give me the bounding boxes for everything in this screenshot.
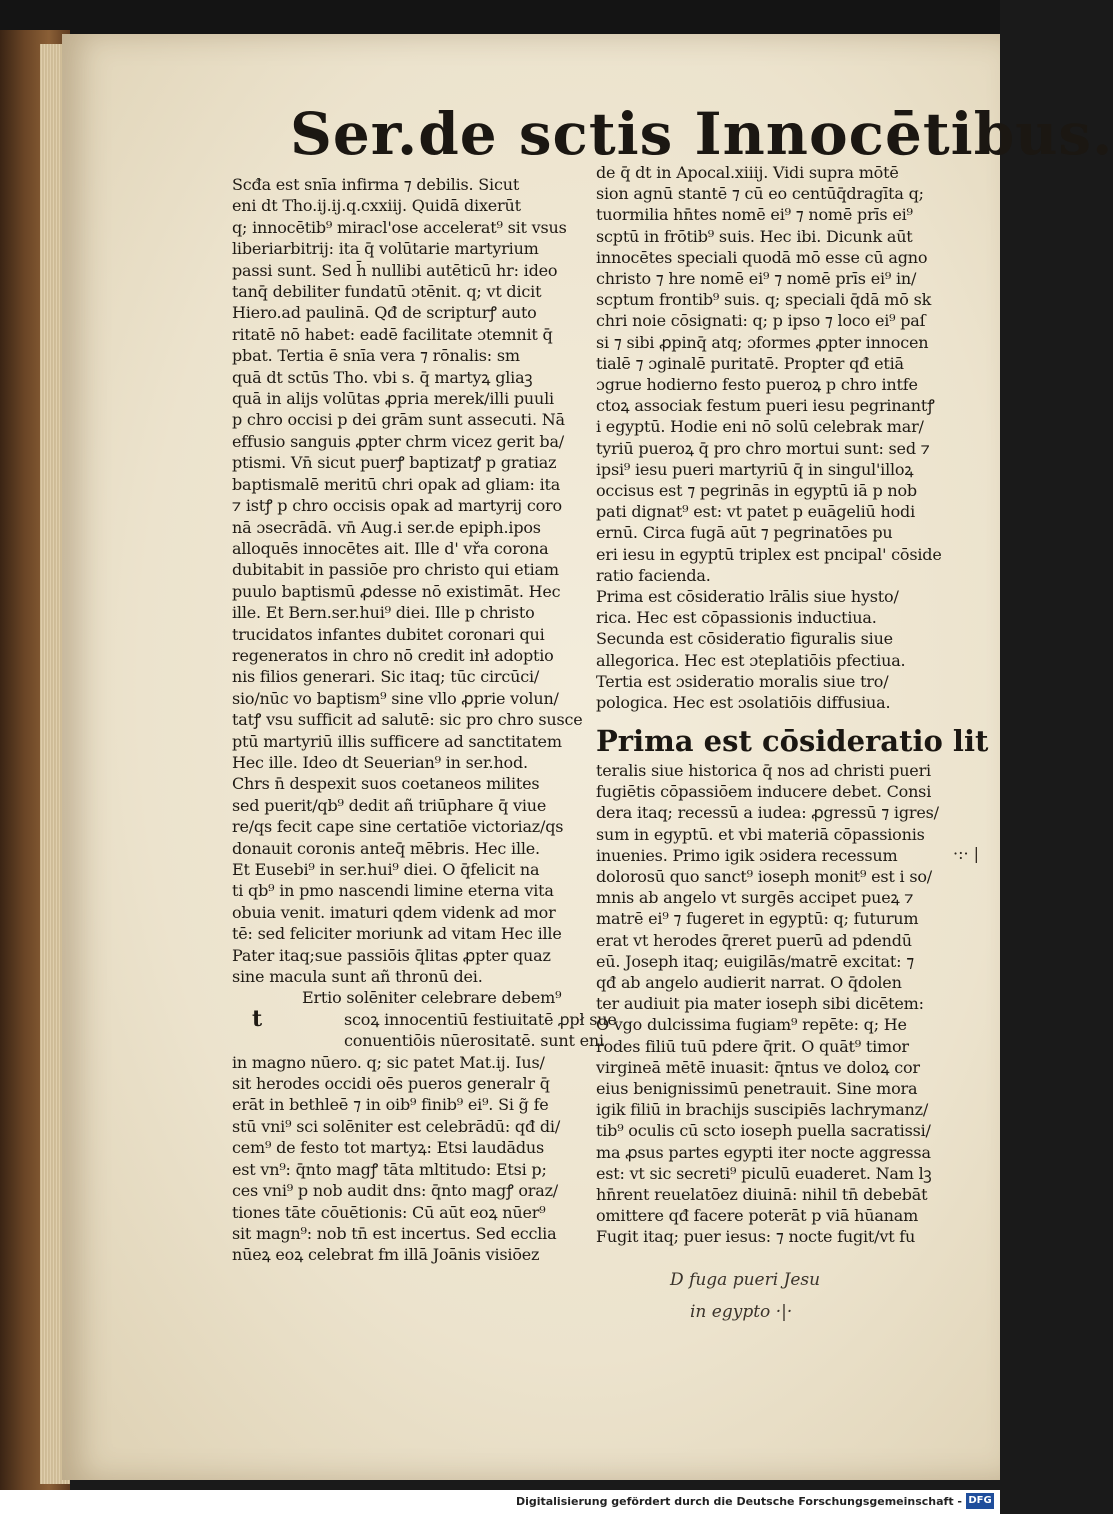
text-line: ernū. Circa fugā aūt ⁊ pegrinatōes pu <box>596 523 893 543</box>
text-line: Tertia est ɔsideratio moralis siue tro/ <box>596 671 889 691</box>
text-line: nūeꝝ eoꝝ celebrat fm illā Joānis visiōez <box>232 1245 540 1265</box>
text-line: ratio facienda. <box>596 565 711 585</box>
text-line: quā in alijs volūtas ꝓpria merek/illi puuli <box>232 389 554 409</box>
text-line: Hec ille. Ideo dt Seuerian⁹ in ser.hod. <box>232 752 528 772</box>
text-line: i egyptū. Hodie eni nō solū celebrak mar/ <box>596 417 924 437</box>
text-line: rica. Hec est cōpassionis inductiua. <box>596 608 877 628</box>
text-line: de q̄ dt in Apocal.xiiij. Vidi supra mōtē <box>596 163 899 182</box>
text-line: quā dt sctūs Tho. vbi s. q̄ martyꝝ gliaꝫ <box>232 367 533 387</box>
right-column-top <box>596 162 958 713</box>
text-line: innocētes speciali quodā mō esse cū agno <box>596 247 928 267</box>
text-line: puulo baptismū ꝓdesse nō existimāt. Hec <box>232 581 561 601</box>
margin-mark: ·:· | <box>953 844 980 863</box>
dfg-logo: DFG <box>966 1493 994 1509</box>
text-line: sit magn⁹: nob tn̄ est incertus. Sed ecclia <box>232 1223 557 1243</box>
text-line: nis filios generari. Sic itaq; tūc circūci/ <box>232 667 540 687</box>
text-line: sum in egyptū. et vbi materiā cōpassionis <box>596 824 925 844</box>
text-line: igik filiū in brachijs suscipiēs lachrymanz/ <box>596 1100 929 1120</box>
text-line: Et Eusebi⁹ in ser.hui⁹ diei. O q̄felicit na <box>232 860 540 879</box>
text-line: q; innocētib⁹ miracl'ose accelerat⁹ sit vsus <box>232 217 567 237</box>
text-line: eri iesu in egyptū triplex est pncipal' cōside <box>596 544 942 564</box>
text-line: passi sunt. Sed h̄ nullibi autēticū hr: ideo <box>232 260 558 280</box>
section-heading: Prima est cōsideratio lit <box>596 724 989 758</box>
text-line: nā ɔsecrādā. vn̄ Aug.i ser.de epiph.ipos <box>232 517 541 537</box>
text-line: matrē ei⁹ ⁊ fugeret in egyptū: q; futurum <box>596 909 919 929</box>
text-line: teralis siue historica q̄ nos ad christi pueri <box>596 761 931 780</box>
text-line: scptū in frōtib⁹ suis. Hec ibi. Dicunk aūt <box>596 226 913 246</box>
text-line: allegorica. Hec est ɔteplatiōis pfectiua. <box>596 650 906 670</box>
text-line: effusio sanguis ꝓpter chrm vicez gerit ba/ <box>232 431 564 451</box>
text-line: eni dt Tho.ij.ij.q.cxxiij. Quidā dixerūt <box>232 196 521 216</box>
text-line: ille. Et Bern.ser.hui⁹ diei. Ille p christo <box>232 603 535 623</box>
text-line: inuenies. Primo igik ɔsidera recessum <box>596 845 898 865</box>
text-line: pologica. Hec est ɔsolatiōis diffusiua. <box>596 693 891 713</box>
initial-letter: t <box>252 1006 263 1032</box>
text-line: alloquēs innocētes ait. Ille d' vřa corona <box>232 538 549 558</box>
footer-bar <box>0 1490 1000 1514</box>
text-line: mnis ab angelo vt surgēs accipet pueꝝ ⁊ <box>596 888 914 908</box>
text-line: ter audiuit pia mater ioseph sibi dicētem: <box>596 994 924 1014</box>
text-line: omittere qđ facere poterāt p viā hūanam <box>596 1206 919 1226</box>
text-line: qđ ab angelo audierit narrat. O q̄dolen <box>596 973 902 993</box>
text-line: occisus est ⁊ pegrinās in egyptū iā p nob <box>596 481 917 501</box>
text-line: scptum frontib⁹ suis. q; speciali q̄dā mō sk <box>596 290 932 310</box>
text-line: donauit coronis anteq̄ mēbris. Hec ille. <box>232 838 540 858</box>
text-line: in magno nūero. q; sic patet Mat.ij. Ius/ <box>232 1052 545 1072</box>
left-column <box>232 174 617 1266</box>
text-line: si ⁊ sibi ꝓpinq̄ atq; ɔformes ꝓpter innocen <box>596 332 929 352</box>
text-line: sion agnū stantē ⁊ cū eo centūq̄dragīta q; <box>596 184 924 204</box>
text-line: est: vt sic secreti⁹ piculū euaderet. Nam lꝫ <box>596 1163 932 1183</box>
text-line: regeneratos in chro nō credit inł adoptio <box>232 645 554 665</box>
text-line: eū. Joseph itaq; euigilās/matrē excitat: ⁊ <box>596 951 914 971</box>
text-line: cem⁹ de festo tot martyꝝ: Etsi laudādus <box>232 1138 545 1158</box>
text-line: tanq̄ debiliter fundatū ɔtēnit. q; vt dicit <box>232 282 542 302</box>
text-line: erāt in bethleē ⁊ in oib⁹ finib⁹ ei⁹. Si g̃ fe <box>232 1095 549 1115</box>
text-line: rodes filiū tuū pdere q̄rit. O quāt⁹ timor <box>596 1036 909 1056</box>
text-line: tatꝭ vsu sufficit ad salutē: sic pro chro susce <box>232 710 583 730</box>
text-line: virgineā mētē inuasit: q̄ntus ve doloꝝ cor <box>596 1057 920 1077</box>
text-line: chri noie cōsignati: q; p ipso ⁊ loco ei⁹ paſ <box>596 311 926 331</box>
text-line: stū vni⁹ sci solēniter est celebrādū: qđ di/ <box>232 1116 561 1136</box>
text-line: tuormilia hn̄tes nomē ei⁹ ⁊ nomē prīs ei⁹ <box>596 205 913 225</box>
page-title: Ser.de sctis Innocētibus. <box>290 100 1113 168</box>
right-column-bottom <box>596 760 958 1248</box>
text-line: ctoꝝ associak festum pueri iesu pegrinantꝭ <box>596 396 935 416</box>
text-line: pbat. Tertia ē snīa vera ⁊ rōnalis: sm <box>232 346 520 366</box>
text-line: Chrs n̄ despexit suos coetaneos milites <box>232 774 540 794</box>
text-line: pati dignat⁹ est: vt patet p euāgeliū hodi <box>596 502 915 522</box>
text-line: re/qs fecit cape sine certatiōe victoriaz/qs <box>232 817 564 837</box>
handwritten-note-line: in egypto ·|· <box>690 1302 793 1322</box>
text-line: tialē ⁊ ɔginalē puritatē. Propter qđ etiā <box>596 353 904 373</box>
text-line: Hiero.ad paulinā. Qđ de scripturꝭ auto <box>232 303 537 323</box>
footer-credit: Digitalisierung gefördert durch die Deutsche Forschungsgemeinschaft - <box>515 1495 962 1508</box>
text-line: p chro occisi p dei grām sunt assecuti. Nā <box>232 410 565 430</box>
text-line: ipsi⁹ iesu pueri martyriū q̄ in singul'illoꝝ <box>596 459 914 479</box>
text-line: Ertio solēniter celebrare debem⁹ <box>302 988 562 1008</box>
text-line: ⁊ istꝭ p chro occisis opak ad martyrij coro <box>232 496 562 516</box>
text-line: Fugit itaq; puer iesus: ⁊ nocte fugit/vt fu <box>596 1227 916 1247</box>
text-line: erat vt herodes q̄reret puerū ad pdendū <box>596 930 912 950</box>
text-line: fugiētis cōpassiōem inducere debet. Consi <box>596 782 932 802</box>
text-line: sine macula sunt añ thronū dei. <box>232 967 483 987</box>
text-line: sit herodes occidi oēs pueros generalr q̄ <box>232 1074 550 1094</box>
text-line: hn̄rent reuelatōez diuinā: nihil tn̄ debebāt <box>596 1185 928 1205</box>
handwritten-note-line: D fuga pueri Jesu <box>670 1270 821 1290</box>
text-line: Pater itaq;sue passiōis q̄litas ꝓpter quaz <box>232 945 551 965</box>
text-line: ptismi. Vn̄ sicut puerꝭ baptizatꝭ p gratiaz <box>232 453 557 473</box>
text-line: Prima est cōsideratio lrālis siue hysto/ <box>596 587 899 607</box>
text-line: scoꝝ innocentiū festiuitatē ꝓpł sue <box>344 1009 617 1029</box>
text-line: tē: sed feliciter moriunk ad vitam Hec ille <box>232 924 562 944</box>
text-line: ritatē nō habet: eadē facilitate ɔtemnit q̄ <box>232 324 553 344</box>
text-line: conuentiōis nūerositatē. sunt eni <box>344 1031 604 1051</box>
text-line: ces vni⁹ p nob audit dns: q̄nto magꝭ oraz/ <box>232 1181 558 1201</box>
text-line: obuia venit. imaturi qdem videnk ad mor <box>232 902 556 922</box>
text-line: baptismalē meritū chri opak ad gliam: ita <box>232 474 561 494</box>
text-line: Scđa est snīa infirma ⁊ debilis. Sicut <box>232 175 520 194</box>
text-line: dera itaq; recessū a iudea: ꝓgressū ⁊ igres/ <box>596 803 939 823</box>
text-line: tib⁹ oculis cū scto ioseph puella sacratissi/ <box>596 1121 931 1141</box>
text-line: dubitabit in passiōe pro christo qui etiam <box>232 560 559 580</box>
text-line: ma ꝓsus partes egypti iter nocte aggressa <box>596 1142 931 1162</box>
text-line: O vgo dulcissima fugiam⁹ repēte: q; He <box>596 1015 907 1035</box>
text-line: sio/nūc vo baptism⁹ sine vllo ꝓprie volun/ <box>232 688 559 708</box>
text-line: ti qb⁹ in pmo nascendi limine eterna vita <box>232 881 554 901</box>
text-line: Secunda est cōsideratio figuralis siue <box>596 629 893 649</box>
text-line: christo ⁊ hre nomē ei⁹ ⁊ nomē prīs ei⁹ in/ <box>596 269 917 289</box>
handwritten-note <box>670 1264 820 1328</box>
text-line: trucidatos infantes dubitet coronari qui <box>232 624 545 644</box>
text-line: ptū martyriū illis sufficere ad sanctitatem <box>232 731 562 751</box>
text-line: est vn⁹: q̄nto magꝭ tāta mltitudo: Etsi p; <box>232 1159 547 1179</box>
text-line: sed puerit/qb⁹ dedit añ triūphare q̄ viue <box>232 795 547 815</box>
text-line: dolorosū quo sanct⁹ ioseph monit⁹ est i so/ <box>596 867 932 887</box>
text-line: ɔgrue hodierno festo pueroꝝ p chro intfe <box>596 375 918 395</box>
text-line: tiones tāte cōuētionis: Cū aūt eoꝝ nūer⁹ <box>232 1202 546 1222</box>
text-line: liberiarbitrij: ita q̄ volūtarie martyrium <box>232 239 539 259</box>
text-line: eius benignissimū penetrauit. Sine mora <box>596 1079 918 1099</box>
text-line: tyriū pueroꝝ q̄ pro chro mortui sunt: sed ⁊ <box>596 438 930 458</box>
